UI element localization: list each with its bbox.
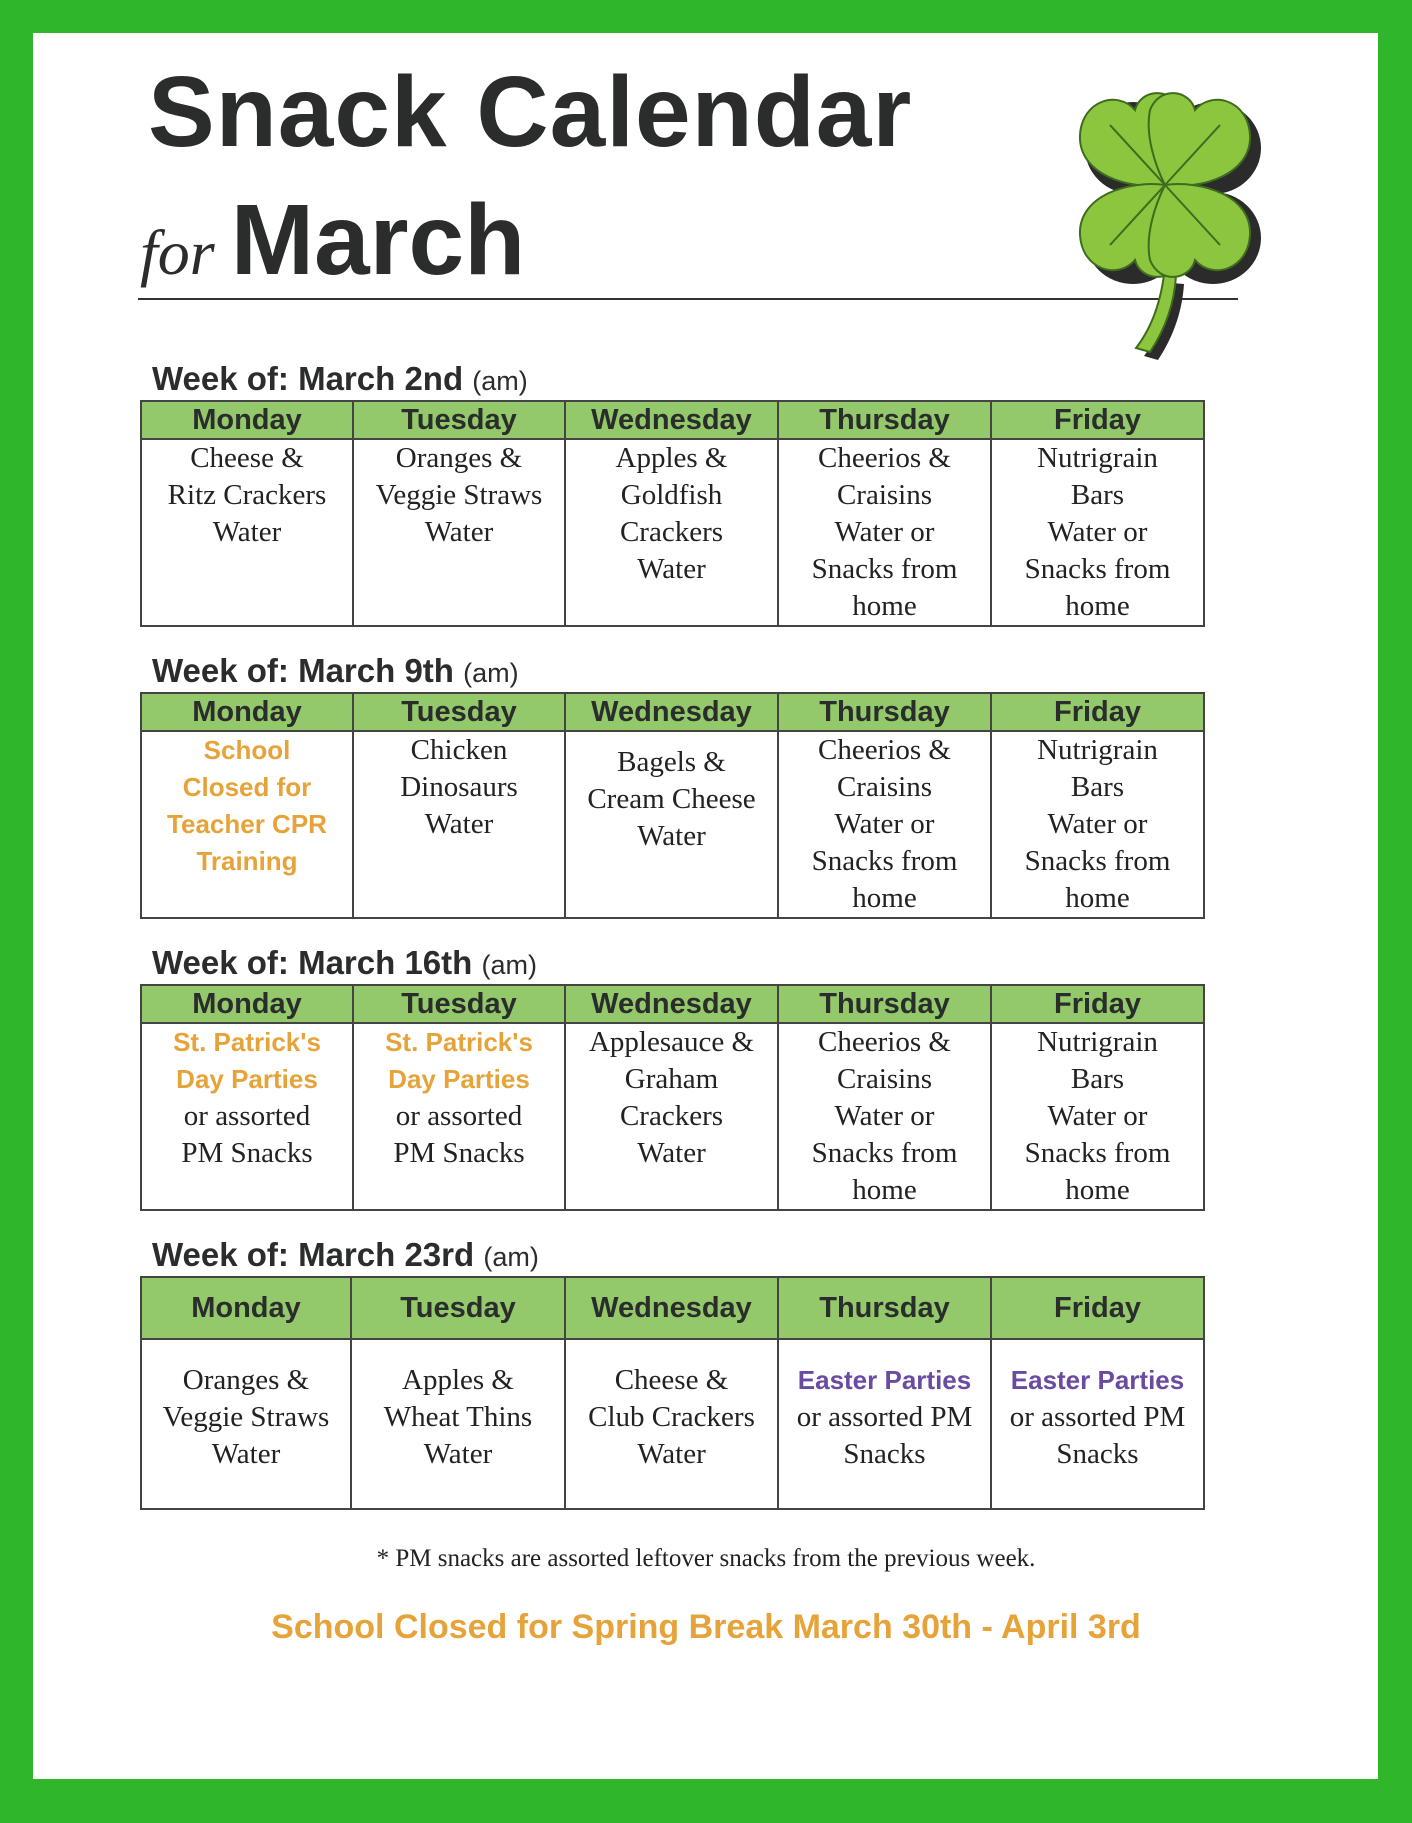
snack-cell: [353, 1023, 565, 1210]
snack-line: or assorted PM: [796, 1401, 973, 1433]
day-header-thursday: Thursday: [778, 985, 991, 1023]
snack-line: Goldfish: [620, 479, 723, 511]
day-header-monday: Monday: [141, 985, 353, 1023]
day-header-wednesday: Wednesday: [565, 401, 778, 439]
snack-line: Snacks from: [1024, 553, 1171, 585]
day-header-thursday: Thursday: [778, 401, 991, 439]
footnote: * PM snacks are assorted leftover snacks from the previous week.: [376, 1545, 1036, 1572]
week-title: Week of: March 9th: [152, 652, 454, 689]
snack-line: Nutrigrain: [1037, 734, 1158, 766]
week-table: [140, 692, 1205, 919]
snack-line: St. Patrick's: [385, 1027, 533, 1057]
snack-line: Water: [637, 1438, 706, 1470]
snack-line: Craisins: [836, 1063, 933, 1095]
week-table: [140, 984, 1205, 1211]
snack-line: home: [852, 882, 917, 914]
day-header-tuesday: Tuesday: [353, 985, 565, 1023]
snack-cell: [141, 731, 353, 918]
day-header-wednesday: Wednesday: [565, 985, 778, 1023]
snack-line: Graham: [624, 1063, 719, 1095]
snack-line: or assorted: [395, 1100, 523, 1132]
snack-line: Wheat Thins: [383, 1401, 533, 1433]
snack-cell: [565, 439, 778, 626]
snack-line: home: [852, 1174, 917, 1206]
snack-line: or assorted PM: [1009, 1401, 1186, 1433]
snack-line: home: [1065, 882, 1130, 914]
day-header-wednesday: Wednesday: [565, 1277, 778, 1339]
snack-line: Day Parties: [176, 1064, 318, 1094]
snack-line: Craisins: [836, 479, 933, 511]
snack-line: Nutrigrain: [1037, 442, 1158, 474]
snack-line: Water: [637, 820, 706, 852]
day-header-friday: Friday: [991, 693, 1204, 731]
snack-line: Water or: [1047, 1100, 1148, 1132]
snack-line: Water: [637, 1137, 706, 1169]
snack-cell: [353, 439, 565, 626]
snack-line: Water: [423, 1438, 493, 1470]
week-title: Week of: March 23rd: [152, 1236, 475, 1273]
day-header-thursday: Thursday: [778, 1277, 991, 1339]
snack-line: Snacks from: [1024, 1137, 1171, 1169]
week-label: [152, 360, 528, 398]
day-header-tuesday: Tuesday: [353, 401, 565, 439]
four-leaf-clover-icon: [1040, 80, 1300, 360]
snack-line: Cheerios &: [818, 734, 951, 766]
snack-line: Teacher CPR: [167, 809, 327, 839]
day-header-tuesday: Tuesday: [351, 1277, 565, 1339]
snack-cell: [565, 1023, 778, 1210]
snack-line: Club Crackers: [588, 1401, 755, 1433]
snack-line: PM Snacks: [181, 1137, 313, 1169]
snack-line: Cream Cheese: [587, 783, 756, 815]
week-am: (am): [481, 950, 537, 980]
week-label: [152, 652, 519, 690]
day-header-monday: Monday: [141, 693, 353, 731]
snack-line: Chicken: [410, 734, 508, 766]
snack-line: Bagels &: [617, 746, 726, 778]
week-table: [140, 400, 1205, 627]
snack-line: Crackers: [619, 516, 724, 548]
snack-cell: [778, 1339, 991, 1509]
snack-line: Water: [212, 516, 282, 548]
snack-line: Cheerios &: [818, 442, 951, 474]
snack-line: Crackers: [619, 1100, 724, 1132]
snack-line: Bars: [1070, 771, 1125, 803]
snack-cell: [141, 439, 353, 626]
snack-cell: [991, 1339, 1204, 1509]
snack-line: Ritz Crackers: [167, 479, 327, 511]
week-label: [152, 1236, 539, 1274]
snack-line: home: [1065, 1174, 1130, 1206]
page-subtitle: [140, 184, 526, 296]
day-header-tuesday: Tuesday: [353, 693, 565, 731]
snack-line: Veggie Straws: [375, 479, 543, 511]
snack-line: Day Parties: [388, 1064, 530, 1094]
snack-line: Water: [211, 1438, 281, 1470]
week-am: (am): [483, 1242, 539, 1272]
snack-line: Apples &: [402, 1364, 514, 1396]
day-header-friday: Friday: [991, 985, 1204, 1023]
page-title: Snack Calendar: [148, 56, 913, 168]
snack-line: Applesauce &: [588, 1026, 755, 1058]
snack-cell: [141, 1023, 353, 1210]
day-header-friday: Friday: [991, 1277, 1204, 1339]
snack-line: Snacks from: [811, 845, 958, 877]
snack-line: Craisins: [836, 771, 933, 803]
snack-line: Water: [637, 553, 706, 585]
snack-line: Snacks from: [811, 1137, 958, 1169]
snack-line: Snacks: [1056, 1438, 1139, 1470]
day-header-monday: Monday: [141, 401, 353, 439]
snack-cell: [991, 1023, 1204, 1210]
snack-line: PM Snacks: [393, 1137, 525, 1169]
snack-line: Training: [196, 846, 298, 876]
snack-cell: [565, 1339, 778, 1509]
snack-line: Dinosaurs: [400, 771, 518, 803]
snack-line: Water or: [834, 516, 935, 548]
week-title: Week of: March 16th: [152, 944, 473, 981]
snack-line: Water or: [1047, 808, 1148, 840]
title-for: for: [140, 217, 215, 288]
snack-line: School: [203, 735, 291, 765]
snack-line: Water or: [834, 808, 935, 840]
snack-line: Nutrigrain: [1037, 1026, 1158, 1058]
snack-line: Water or: [1047, 516, 1148, 548]
snack-line: Cheese &: [190, 442, 304, 474]
day-header-thursday: Thursday: [778, 693, 991, 731]
snack-line: Water: [424, 808, 494, 840]
snack-cell: [351, 1339, 565, 1509]
week-label: [152, 944, 537, 982]
snack-cell: [778, 1023, 991, 1210]
snack-cell: [565, 731, 778, 918]
snack-line: Bars: [1070, 1063, 1125, 1095]
week-table: [140, 1276, 1205, 1510]
snack-line: Water or: [834, 1100, 935, 1132]
snack-cell: [991, 439, 1204, 626]
snack-line: Snacks from: [811, 553, 958, 585]
day-header-wednesday: Wednesday: [565, 693, 778, 731]
snack-line: Veggie Straws: [162, 1401, 330, 1433]
snack-line: Water: [424, 516, 494, 548]
spring-break-notice: School Closed for Spring Break March 30th - April 3rd: [271, 1608, 1141, 1646]
snack-line: Oranges &: [182, 1364, 310, 1396]
title-month: March: [230, 184, 526, 296]
snack-line: Closed for: [182, 772, 312, 802]
snack-cell: [778, 439, 991, 626]
snack-line: Apples &: [615, 442, 728, 474]
snack-cell: [353, 731, 565, 918]
snack-cell: [991, 731, 1204, 918]
snack-line: Cheerios &: [818, 1026, 951, 1058]
snack-line: home: [1065, 590, 1130, 622]
snack-cell: [778, 731, 991, 918]
day-header-monday: Monday: [141, 1277, 351, 1339]
snack-line: or assorted: [183, 1100, 311, 1132]
day-header-friday: Friday: [991, 401, 1204, 439]
snack-line: Bars: [1070, 479, 1125, 511]
week-title: Week of: March 2nd: [152, 360, 464, 397]
snack-line: Oranges &: [395, 442, 523, 474]
snack-line: home: [852, 590, 917, 622]
snack-line: Easter Parties: [797, 1365, 972, 1395]
snack-line: Easter Parties: [1010, 1365, 1185, 1395]
week-am: (am): [472, 366, 528, 396]
snack-cell: [141, 1339, 351, 1509]
snack-line: Cheese &: [614, 1364, 729, 1396]
snack-line: Snacks from: [1024, 845, 1171, 877]
snack-line: Snacks: [843, 1438, 926, 1470]
week-am: (am): [463, 658, 519, 688]
snack-line: St. Patrick's: [173, 1027, 321, 1057]
